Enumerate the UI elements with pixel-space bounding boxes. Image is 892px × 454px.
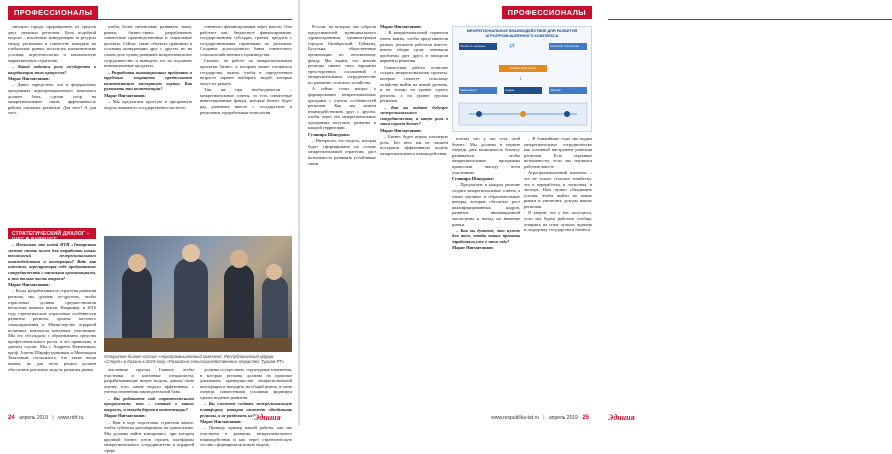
article-column-3-lower [200,367,292,449]
speaker-name: Марат Нигматзянов: [380,24,422,29]
infographic-diagram [459,101,587,127]
paragraph: России, на которых мы собрали представителей муниципального здравоохранения, администрации городов Октябрьский, Туймазы, Бугульма, общественные организации по пенсионному фонду. Мы видим, что многие регионы имеют свои варианты трехсторонних соглашений о межрегиональном сотрудничестве по развитию сельского хозяйства. [308,24,376,85]
paragraph: – Нам в ходе подготовки стратегии важно, чтобы субъекты разговаривали на одном языке. Мы должны найти компромисс, при котором крупный бизнес готов строить платформы межрегионального сотрудничества в аграрной сфере. [104,419,194,453]
speaker-name: Марат Нигматзянов: [200,418,242,424]
article-column-4 [524,136,592,233]
section-tab: ПРОФЕССИОНАЛЫ [8,6,98,19]
info-box: Регион А: ресурсы [459,43,497,50]
speaker-name: Марат Нигматзянов: [8,75,50,81]
speaker-name: Марат Нигматзянов: [8,281,50,287]
speaker-name: Марат Нигматзянов: [380,127,422,133]
interview-question: – Насколько это новой НТИ «Татарстан может стать полем для отработки новых технологий межрегионального взаимодействия и кооперации? Ведь как известно, агрегирующая себе продуктивное сотрудничество с научными организациями, и это только часть вопроса? [8,242,96,281]
section-tab: ПРОФЕССИОНАЛЫ [502,6,592,19]
article-column-2 [104,24,192,111]
paragraph: чтобы более интенсивно развивать связи, рынки, бизнес-связи, разрабатывать совместные производственные и социальные проекты. Сейчас такие объекты сравнимы в условиях конкуренции друг с другом, но на самом деле нужно развивать межрегиональное сотрудничество и выводить его на подлинно инновационные продукты. [104,24,192,69]
left-page [0,0,300,453]
paragraph: Сказать, на работе по межрегиональным проектам бизнес, к которым может готовиться государство, важно, чтобы в определенном возрасте заранее выбирать людей, которые могут их решать. [200,58,292,86]
interview-question: – Как вы видите будущее межрегионального сотрудничества, и какую роль в этом играет бизнес? [380,104,448,127]
arrow-icon: ⇄ [509,42,515,50]
paragraph: тинского города сформировать из средств двух смежных регионов. Цель подобной модели – исключить конкуренцию за ресурсы между регионами и совместно выходить на глобальные рынки, используя климатические условия, агротехнологии и комплексную маркетинговую стратегию. [8,24,96,63]
footer-site: www.respublika-tat.ru [491,415,539,421]
article-column-3 [452,136,520,252]
article-column-2-lower [104,367,194,454]
article-column-3 [200,24,292,116]
speaker-name: Марат Нигматзянов: [104,413,146,419]
article-column-1-lower [8,242,96,373]
article-column-1 [8,24,96,117]
info-box: Кадры [504,87,542,94]
paragraph: Агропромышленный комплекс – это не только сельское хозяйство, это и переработка, и логистика, и экспорт. Нам нужно объединить усилия, чтобы выйти на новые рынки и увеличить доходы наших регионов. [524,170,592,209]
interview-question: – Какой видится роль государства в координации этих процессов? [8,63,96,75]
infographic [452,26,592,132]
speaker-name: Гузнияра Шакурова: [452,175,494,181]
paragraph: – Интересно, что модель, которая будет сформирована на основе межрегиональной стратегии, даст возможность развивать устойчивые связи. [308,138,376,166]
paragraph: – Давно определено, что в федеральных программах агропромышленного комплекса должен быть сделан упор на межрегиональные связи, эффективность работы смежных регионов. Для чего? А для того, [8,82,96,116]
interview-question: – Вы сможете создать межрегиональную платформу, которая поможет объединить регионы, а не разделять их? [200,401,292,418]
paragraph: – Когда разрабатывается стратегия развития региона, мы думаем, по-другому, чтобы отраслевые долины предшествовали несколько важных шагов. Например, в 2016 году стратегические отраслевые особенности развития региона, органы местного самоуправления и Министерство аграрной политики, вовлекали ключевых участников. Мы это обсуждали с образованием средства профессионального роста, и это правильно, в данном случае. Мы с Андреем Фомичевым, проф. Азатом Шарафутдиновым и Минзиадом Заляловым согласились, что такие вещи важны, но для этого регион должен обеспечить реальную модель развития рынка. [8,288,96,372]
paragraph: – Предлагаем в каждом регионе создать межрегиональные советы, а также научные и образовательные центры, которые обеспечат рост квалифицированных кадров, развитие инновационной экосистемы и выход на внешние рынки. [452,182,520,227]
paragraph: – Бизнес будет играть ключевую роль. Без него мы не сможем построить эффективную модель межрегионального взаимодействия. [380,134,448,157]
arrow-down-icon: ↓ [519,74,523,82]
magazine-logo: Эдиния [608,413,635,422]
photo-caption: Открытое бизнес-сессия «Агропромышленный комплекс: Республиканский форум «Спорт» в Казани в 2019 году «Развитие сельскохозяйственных отраслей, Туризм РТ» [104,354,285,365]
magazine-logo: Эдиния [254,413,281,422]
page-number: 24 [8,415,15,421]
speaker-name: Марат Нигматзянов: [104,92,146,98]
speaker-name: Гузнияра Шакурова: [308,131,350,137]
footer-date: апрель 2019 [549,415,578,421]
page-footer: www.respublika-tat.ru | апрель 2019 25 [491,415,589,421]
interview-question: – Вы работаете над стратегическими программами, кто – главный в таких вопросах, и откуда берутся компетенции? [104,395,194,412]
interview-question: – Разработка инновационных продуктов и трудовых мигрантов предполагает компетентную экспертную оценку. Как развивать эти компетенции? [104,69,192,92]
paragraph: Совместная работа позволит создать межрегиональные проекты, которые помогут сельскому хозяйству выйти на новый уровень, и не только на уровне одного региона, а на уровне группы регионов. [380,64,448,104]
section-rule [8,19,292,20]
paragraph: А сейчас стоит вопрос о формировании межрегиональных программ с учетом особенностей регионов. Как мы можем взаимодействовать друг с другом, чтобы через эти межрегиональные программы получить развитие в каждой территории. [308,86,376,131]
footer-date: апрель 2019 [19,415,48,421]
page-number: 25 [582,415,589,421]
info-box: Экспорт [549,87,587,94]
section-banner: СТРАТЕГИЧЕСКИЙ ДИАЛОГ – ШАГ В БУДУЩЕЕ [8,228,96,239]
info-box: Регион Б: технологии [549,43,587,50]
article-column-2 [380,24,448,157]
speaker-name: Марат Нигматзянов: [452,245,494,251]
info-box: Инвестиции [459,87,497,94]
footer-site: www.rdrf.ru [58,415,84,421]
interview-question: – Как вы думаете, что нужно для того, чтобы такие проекты заработали уже в этом году? [452,227,520,245]
article-photo [104,236,292,352]
info-box: Совместный рынок [499,65,547,72]
paragraph: – В ближайшие годы мы видим межрегиональное сотрудничество как основной инструмент развития регионов. Есть огромные возможности, если мы научимся работать вместе. [524,136,592,169]
paragraph: численные группы. Главное, чтобы участники и ключевые специалисты, разрабатывающие новую модель, давали свою оценку того, какие модели эффективны, с учетом изменения законодательной базы. [104,367,194,395]
page-footer: 24 апрель 2019 | www.rdrf.ru [8,415,84,421]
paragraph: ственного финансирования через налоги. Оно работает как: бюджетное финансирование, государственные субсидии, гранты, кредиты с государственными гарантиями по регионам. Создание долгосрочного банка совместного сельскохозяйственного производства. [200,24,292,57]
paragraph: потому что у нас есть свой бизнес. Мы должны в первую очередь дать возможность бизнесу развиваться, чтобы межрегиональные программы приносили выгоду всем участникам. [452,136,520,175]
article-column-1 [308,24,376,167]
right-page [300,0,635,425]
paragraph: – Мы предлагаем простую и прозрачную модель взаимного государственно-частного [104,99,192,110]
paragraph: – В межрегиональной стратегии очень важно, чтобы представители разных регионов работали вместе, имели общие цели, понимали проблемы друг друга и находили варианты решения. [380,30,448,64]
paragraph: Там же при необходимости – межрегиональные советы, то есть совместные инвестиционные фонды, которые бизнес будет рад развивать вместе с государством и регионами, прорабатывая технологии. [200,87,292,115]
paragraph: – Приведу пример нашей работы, как мы участвуем в развитии межрегионального взаимодействия и как через стратегическую сессию сформировали новую модель. [200,425,292,448]
section-rule [608,19,892,20]
paragraph: Я уверен, что у нас получится, если мы будем работать сообща, опираясь на опыт лучших практик и поддержку государства и бизнеса. [524,210,592,233]
infographic-title: МЕЖРЕГИОНАЛЬНОЕ ВЗАИМОДЕЙСТВИЕ ДЛЯ РАЗВИТИЯ АГРОПРОМЫШЛЕННОГО КОМПЛЕКСА [466,29,578,38]
paragraph: должны осуществить структурные изменения, в которых регионы должны на практике доказывать преимущества межрегиональной кооперации и выходить на общий рынок, в свою очередь совместными усилиями формируя единое видение развития. [200,367,292,400]
